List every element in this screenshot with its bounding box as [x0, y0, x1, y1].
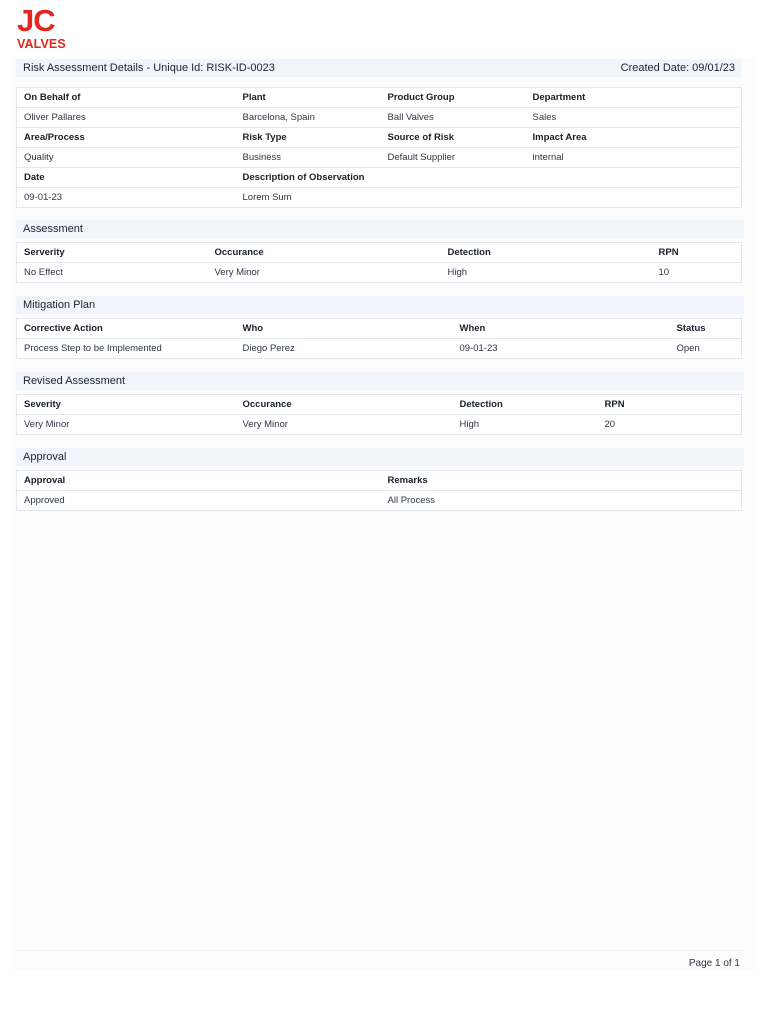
- table-row: [17, 395, 742, 415]
- value-impact-area: internal: [526, 148, 742, 168]
- table-cell: Very Minor: [214, 267, 260, 278]
- footer-divider: [16, 950, 744, 951]
- logo-valves: VALVES: [17, 37, 66, 51]
- section-title: Assessment: [23, 223, 83, 235]
- value-on-behalf-of: Oliver Pallares: [17, 108, 236, 128]
- column-header: Occurance: [208, 243, 441, 263]
- label-plant: Plant: [236, 88, 381, 108]
- table-cell: Very Minor: [242, 419, 288, 430]
- column-header: Detection: [453, 395, 598, 415]
- label-area-process: Area/Process: [17, 128, 236, 148]
- value-date: 09-01-23: [24, 192, 63, 203]
- table-cell: 10: [658, 267, 670, 278]
- table-cell: Open: [676, 343, 700, 354]
- table-cell: High: [447, 267, 468, 278]
- value-department: Sales: [526, 108, 742, 128]
- value-risk-type: Business: [236, 148, 381, 168]
- label-description: Description of Observation: [236, 168, 742, 188]
- section-approval: [16, 448, 744, 466]
- table-cell: 09-01-23: [459, 343, 498, 354]
- column-header: Remarks: [381, 471, 742, 491]
- column-header: Corrective Action: [17, 319, 236, 339]
- value-description: Lorem Sum: [242, 192, 292, 203]
- section-assessment: [16, 220, 744, 238]
- created-date: Created Date: 09/01/23: [620, 62, 735, 74]
- value-product-group: Ball Valves: [381, 108, 526, 128]
- table-cell: Diego Perez: [242, 343, 295, 354]
- table-row: [17, 319, 742, 339]
- table-row: [17, 243, 742, 263]
- label-source-of-risk: Source of Risk: [381, 128, 526, 148]
- table-cell: Very Minor: [24, 419, 70, 430]
- details-table: [16, 87, 742, 208]
- value-plant: Barcelona, Spain: [236, 108, 381, 128]
- column-header: Serverity: [17, 243, 208, 263]
- logo-jc: JC: [17, 3, 55, 38]
- column-header: RPN: [652, 243, 742, 263]
- table-row: [17, 88, 742, 108]
- section-revised-assessment: [16, 372, 744, 390]
- table-row: [17, 148, 742, 168]
- column-header: Detection: [441, 243, 652, 263]
- column-header: Approval: [17, 471, 381, 491]
- table-cell: High: [459, 419, 480, 430]
- label-date: Date: [17, 168, 236, 188]
- table-row: [17, 168, 742, 188]
- value-source-of-risk: Default Supplier: [381, 148, 526, 168]
- table-row: [17, 415, 742, 435]
- label-product-group: Product Group: [381, 88, 526, 108]
- mitigation-table: [16, 318, 742, 359]
- column-header: Occurance: [236, 395, 453, 415]
- column-header: Status: [670, 319, 742, 339]
- section-title: Mitigation Plan: [23, 299, 96, 311]
- table-row: [17, 491, 742, 511]
- label-impact-area: Impact Area: [526, 128, 742, 148]
- table-row: [17, 188, 742, 208]
- column-header: When: [453, 319, 670, 339]
- section-title: Revised Assessment: [23, 375, 126, 387]
- table-row: [17, 471, 742, 491]
- document-header: [16, 59, 741, 77]
- table-row: [17, 108, 742, 128]
- table-cell: 20: [604, 419, 616, 430]
- table-cell: Approved: [24, 495, 65, 506]
- table-row: [17, 128, 742, 148]
- revised-assessment-table: [16, 394, 742, 435]
- table-cell: Process Step to be Implemented: [24, 343, 162, 354]
- approval-table: [16, 470, 742, 511]
- document-title: Risk Assessment Details - Unique Id: RISK-ID-0023: [23, 62, 275, 74]
- column-header: RPN: [598, 395, 742, 415]
- label-department: Department: [526, 88, 742, 108]
- assessment-table: [16, 242, 742, 283]
- page-number: Page 1 of 1: [688, 958, 740, 969]
- table-cell: No Effect: [24, 267, 63, 278]
- company-logo: [16, 3, 68, 51]
- table-cell: All Process: [387, 495, 436, 506]
- section-mitigation-plan: [16, 296, 744, 314]
- column-header: Who: [236, 319, 453, 339]
- table-row: [17, 263, 742, 283]
- section-title: Approval: [23, 451, 67, 463]
- label-risk-type: Risk Type: [236, 128, 381, 148]
- label-on-behalf-of: On Behalf of: [17, 88, 236, 108]
- table-row: [17, 339, 742, 359]
- column-header: Severity: [17, 395, 236, 415]
- value-area-process: Quality: [17, 148, 236, 168]
